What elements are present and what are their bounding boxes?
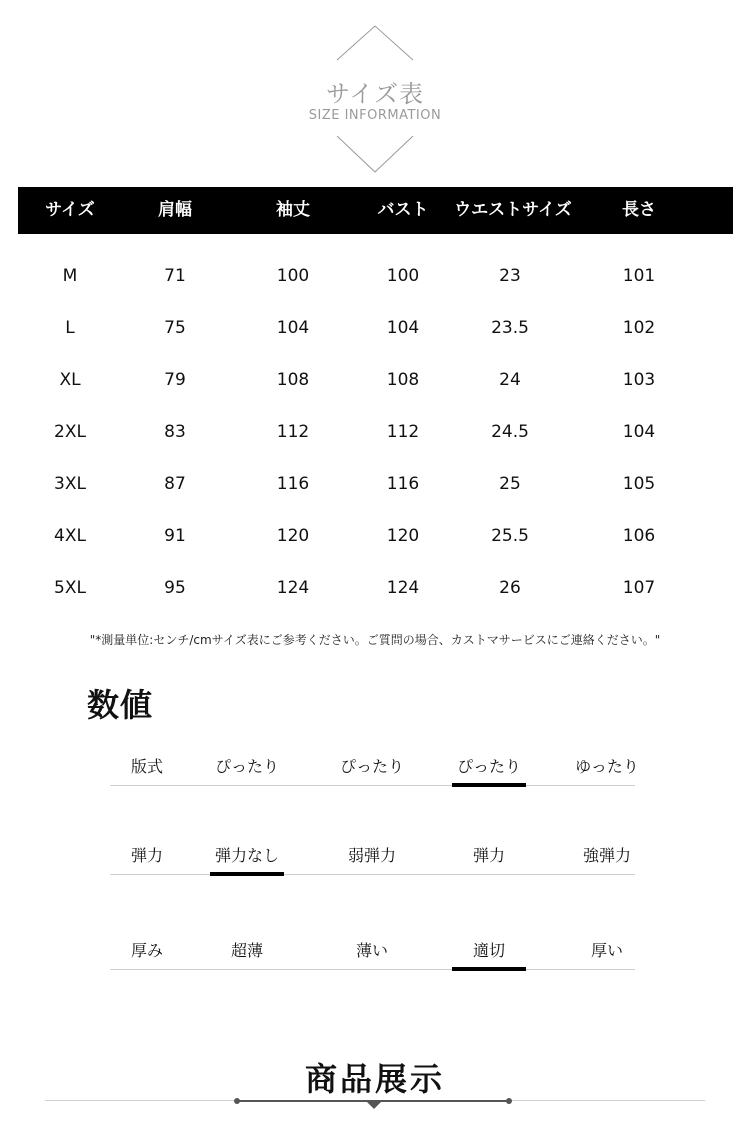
table-cell: 104 bbox=[276, 318, 310, 338]
table-row bbox=[0, 354, 750, 406]
table-cell: 25 bbox=[499, 474, 521, 494]
table-cell: 79 bbox=[164, 370, 186, 390]
table-cell: 23 bbox=[499, 266, 521, 286]
attr-option: ぴったり bbox=[214, 757, 279, 776]
attr-option: ぴったり bbox=[456, 757, 521, 776]
table-cell: M bbox=[62, 266, 78, 286]
table-cell: 106 bbox=[622, 526, 656, 546]
table-cell: 105 bbox=[622, 474, 656, 494]
table-cell: 124 bbox=[276, 578, 310, 598]
table-row bbox=[0, 302, 750, 354]
size-table-subtitle: SIZE INFORMATION bbox=[308, 108, 442, 123]
table-cell: 103 bbox=[622, 370, 656, 390]
table-cell: 91 bbox=[164, 526, 186, 546]
triangle-down-icon bbox=[367, 1102, 381, 1109]
table-cell: 83 bbox=[164, 422, 186, 442]
table-cell: 24.5 bbox=[491, 422, 529, 442]
table-row bbox=[0, 458, 750, 510]
attr-option: 厚い bbox=[590, 941, 623, 960]
size-info-header bbox=[0, 0, 750, 186]
table-cell: 116 bbox=[276, 474, 310, 494]
table-row bbox=[0, 250, 750, 302]
table-cell: 101 bbox=[622, 266, 656, 286]
column-header-waist: ウエストサイズ bbox=[454, 200, 572, 220]
attr-option: 弱弾力 bbox=[347, 846, 396, 865]
values-section-title: 数値 bbox=[87, 686, 154, 724]
table-cell: 108 bbox=[276, 370, 310, 390]
table-cell: 107 bbox=[622, 578, 656, 598]
table-cell: 102 bbox=[622, 318, 656, 338]
attr-option: 薄い bbox=[355, 941, 388, 960]
table-row bbox=[0, 510, 750, 562]
table-cell: 124 bbox=[386, 578, 420, 598]
table-cell: 104 bbox=[386, 318, 420, 338]
column-header-size: サイズ bbox=[45, 200, 95, 220]
table-cell: 4XL bbox=[54, 526, 86, 546]
attr-option: 弾力なし bbox=[214, 846, 279, 865]
column-header-bust: バスト bbox=[377, 200, 429, 220]
attr-label: 厚み bbox=[130, 941, 163, 960]
table-cell: 116 bbox=[386, 474, 420, 494]
attr-option: 強弾力 bbox=[582, 846, 631, 865]
table-cell: 24 bbox=[499, 370, 521, 390]
size-table-header bbox=[18, 187, 733, 234]
table-cell: 108 bbox=[386, 370, 420, 390]
attr-option: ゆったり bbox=[575, 757, 639, 776]
column-header-length: 長さ bbox=[622, 200, 656, 220]
attr-option: 適切 bbox=[472, 941, 505, 960]
table-cell: 71 bbox=[164, 266, 186, 286]
table-cell: 100 bbox=[276, 266, 310, 286]
table-cell: 3XL bbox=[54, 474, 86, 494]
table-cell: 112 bbox=[276, 422, 310, 442]
table-cell: 120 bbox=[276, 526, 310, 546]
table-row bbox=[0, 562, 750, 614]
attr-label: 版式 bbox=[130, 757, 163, 776]
table-cell: 104 bbox=[622, 422, 656, 442]
table-cell: 120 bbox=[386, 526, 420, 546]
table-cell: 95 bbox=[164, 578, 186, 598]
attr-row-thickness bbox=[110, 933, 635, 970]
table-cell: 23.5 bbox=[491, 318, 529, 338]
attr-row-elasticity bbox=[110, 838, 635, 875]
table-cell: 5XL bbox=[54, 578, 86, 598]
attr-option: 弾力 bbox=[472, 846, 505, 865]
attr-row-fit bbox=[110, 749, 639, 786]
attr-option: ぴったり bbox=[339, 757, 404, 776]
table-cell: 2XL bbox=[54, 422, 86, 442]
table-cell: 87 bbox=[164, 474, 186, 494]
attr-label: 弾力 bbox=[130, 846, 163, 865]
attr-option: 超薄 bbox=[230, 941, 263, 960]
column-header-sleeve: 袖丈 bbox=[276, 200, 310, 220]
selected-indicator bbox=[452, 967, 526, 971]
table-cell: L bbox=[65, 318, 75, 338]
selected-indicator bbox=[210, 872, 284, 876]
table-cell: 25.5 bbox=[491, 526, 529, 546]
size-table-title: サイズ表 bbox=[325, 80, 425, 108]
column-header-shoulder: 肩幅 bbox=[158, 200, 192, 220]
measurement-note: "*測量単位:センチ/cmサイズ表にご参考ください。ご質問の場合、カストマサービスにご連絡ください。" bbox=[89, 633, 661, 647]
divider-dot-icon bbox=[234, 1098, 240, 1104]
divider-dot-icon bbox=[506, 1098, 512, 1104]
table-cell: 75 bbox=[164, 318, 186, 338]
selected-indicator bbox=[452, 783, 526, 787]
table-cell: 26 bbox=[499, 578, 521, 598]
table-cell: 100 bbox=[386, 266, 420, 286]
table-row bbox=[0, 406, 750, 458]
table-cell: XL bbox=[59, 370, 81, 390]
table-cell: 112 bbox=[386, 422, 420, 442]
product-showcase-title: 商品展示 bbox=[304, 1060, 445, 1098]
